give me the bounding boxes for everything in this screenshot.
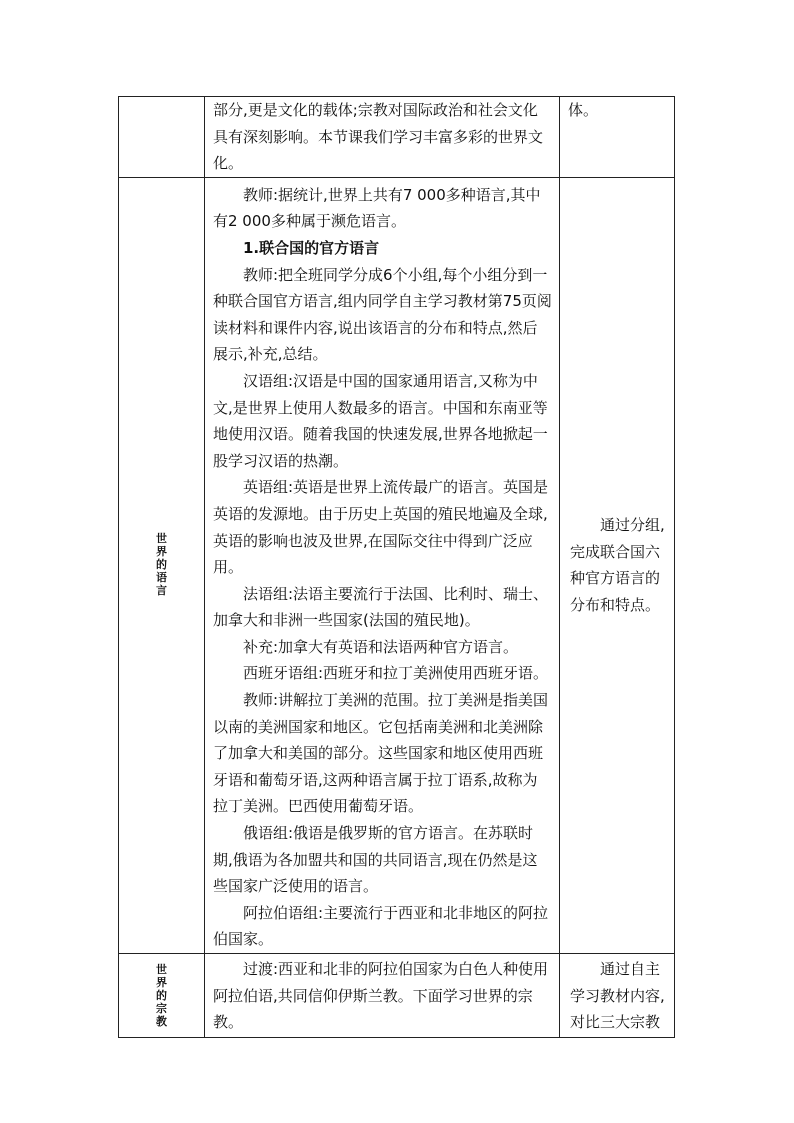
paragraph: 教师:据统计,世界上共有7 000多种语言,其中有2 000多种属于濒危语言。 xyxy=(213,185,541,231)
table-row xyxy=(119,177,675,953)
intent-cell xyxy=(560,177,675,953)
section-label-religion: 世界的宗教 xyxy=(156,962,167,1028)
paragraph: 教师:把全班同学分成6个小组,每个小组分到一种联合国官方语言,组内同学自主学习教材第75页阅读材料和课件内容,说出该语言的分布和特点,然后展示,补充,总结。 xyxy=(213,265,552,364)
intent-text: 通过分组,完成联合国六种官方语言的分布和特点。 xyxy=(570,516,665,614)
paragraph: 过渡:西亚和北非的阿拉伯国家为白色人种使用阿拉伯语,共同信仰伊斯兰教。下面学习世界的宗教。 xyxy=(213,960,549,1032)
paragraph: 阿拉伯语组:主要流行于西亚和北非地区的阿拉伯国家。 xyxy=(213,903,549,949)
intent-cell xyxy=(560,97,675,178)
subheading: 1.联合国的官方语言 xyxy=(243,238,380,257)
paragraph: 西班牙语组:西班牙和拉丁美洲使用西班牙语。 xyxy=(243,664,549,683)
content-cell xyxy=(205,97,560,178)
intent-cell xyxy=(560,954,675,1038)
content-cell xyxy=(205,177,560,953)
intent-text: 体。 xyxy=(568,101,599,119)
section-label-cell xyxy=(119,177,205,953)
table-row xyxy=(119,954,675,1038)
content-cell xyxy=(205,954,560,1038)
table-row xyxy=(119,97,675,178)
section-label-cell xyxy=(119,97,205,178)
paragraph: 法语组:法语主要流行于法国、比利时、瑞士、加拿大和非洲一些国家(法国的殖民地)。 xyxy=(213,584,549,630)
lesson-plan-table xyxy=(118,96,675,1038)
section-label-language: 世界的语言 xyxy=(156,532,167,598)
paragraph: 英语组:英语是世界上流传最广的语言。英国是英语的发源地。由于历史上英国的殖民地遍及全球,英语的影响也波及世界,在国际交往中得到广泛应用。 xyxy=(213,478,549,577)
paragraph: 补充:加拿大有英语和法语两种官方语言。 xyxy=(243,637,519,656)
paragraph: 俄语组:俄语是俄罗斯的官方语言。在苏联时期,俄语为各加盟共和国的共同语言,现在仍然是这些国家广泛使用的语言。 xyxy=(213,824,538,896)
intent-text: 通过自主学习教材内容,对比三大宗教 xyxy=(570,960,665,1032)
paragraph: 部分,更是文化的载体;宗教对国际政治和社会文化具有深刻影响。本节课我们学习丰富多彩的世界文化。 xyxy=(213,101,544,173)
paragraph: 教师:讲解拉丁美洲的范围。拉丁美洲是指美国以南的美洲国家和地区。它包括南美洲和北美洲除了加拿大和美国的部分。这些国家和地区使用西班牙语和葡萄牙语,这两种语言属于拉丁语系,故称为拉丁美洲。巴西使用葡萄牙语。 xyxy=(213,691,549,816)
paragraph: 汉语组:汉语是中国的国家通用语言,又称为中文,是世界上使用人数最多的语言。中国和东南亚等地使用汉语。随着我国的快速发展,世界各地掀起一股学习汉语的热潮。 xyxy=(213,371,548,470)
section-label-cell xyxy=(119,954,205,1038)
